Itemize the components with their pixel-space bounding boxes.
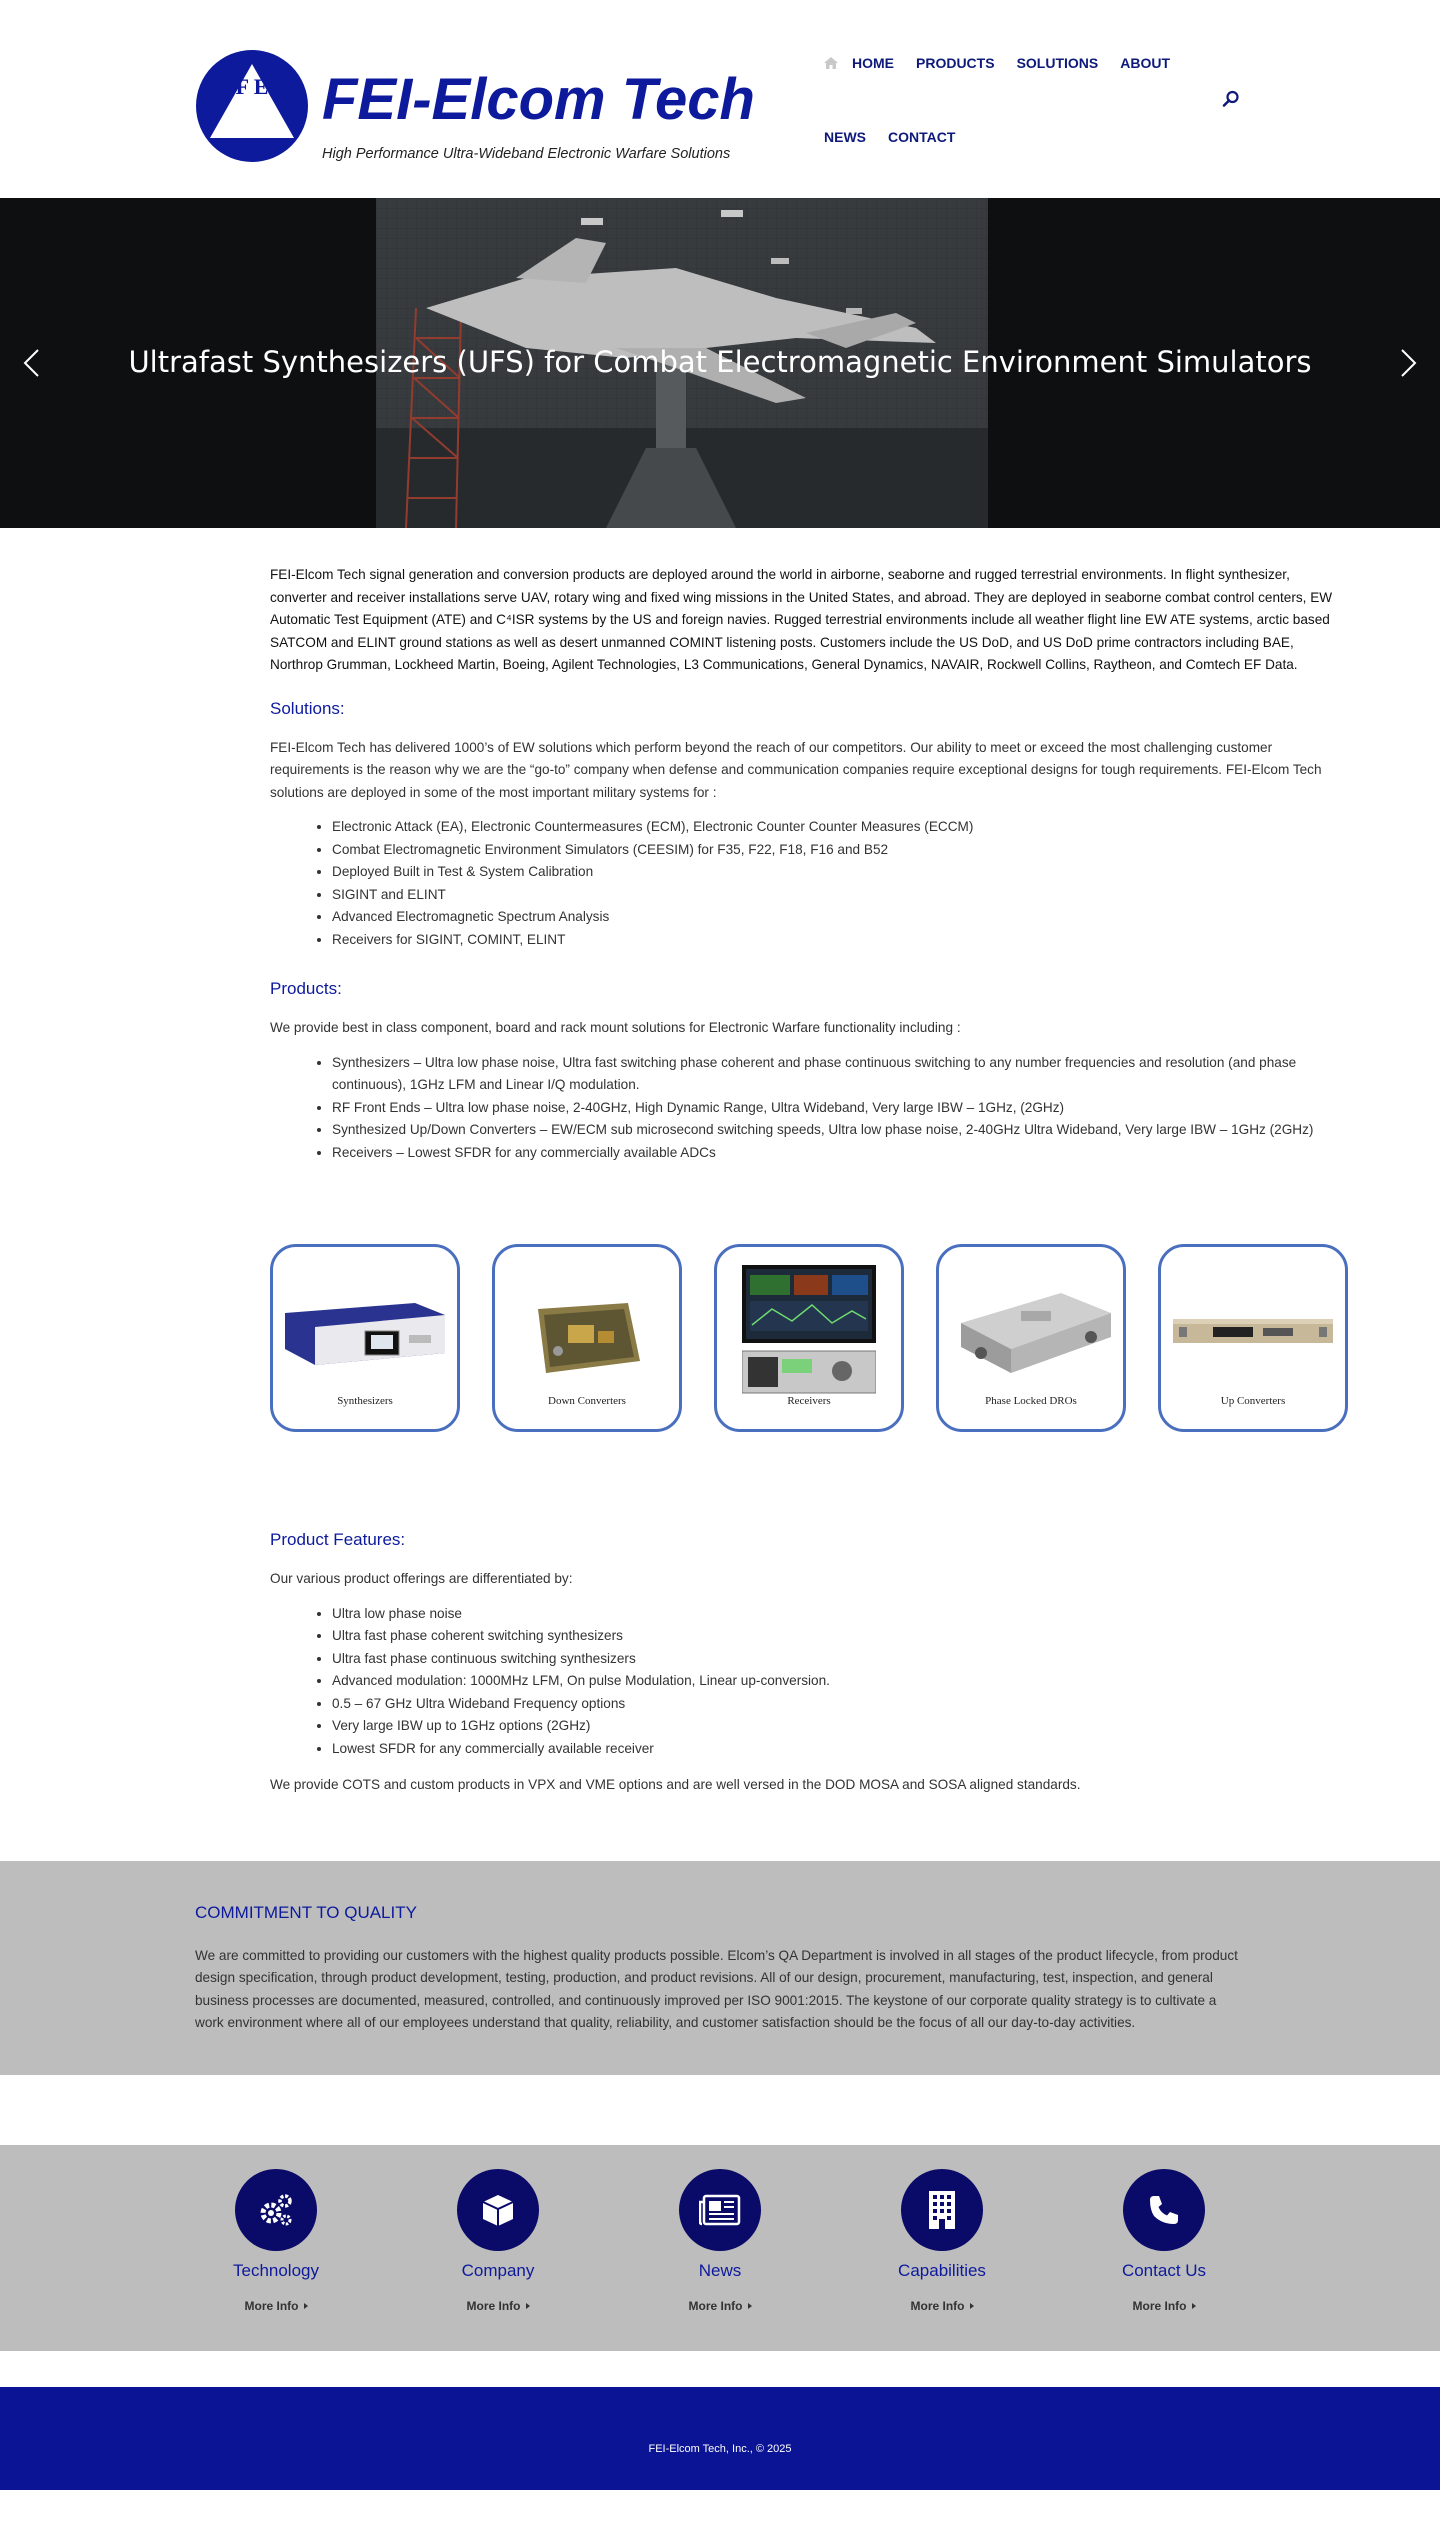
intro-paragraph: FEI-Elcom Tech signal generation and conversion products are deployed around the world in airborne, seaborne and rugged terrestrial environments. In flight synthesizer, converter and receiver installations serve UAV, rotary wing and fixed wing missions in the United States, and abroad. They are deployed in seaborne combat control centers, EW Automatic Test Equipment (ATE) and C⁴ISR systems by the US and foreign navies. Rugged terrestrial environments include all weather flight line EW ATE systems, arctic based SATCOM and ELINT ground stations as well as desert unmanned COMINT listening posts. Customers include the US DoD, and US DoD prime contractors including BAE, Northrop Grumman, Lockheed Martin, Boeing, Agilent Technologies, L3 Communications, General Dynamics, NAVAIR, Rockwell Collins, Raytheon, and Comtech EF Data. — [270, 567, 1333, 672]
caret-right-icon — [1192, 2303, 1196, 2309]
synthesizer-image — [285, 1303, 445, 1370]
more-info-link[interactable]: More Info — [842, 2299, 1042, 2313]
tile-label: Receivers — [787, 1395, 831, 1407]
list-item: • Combat Electromagnetic Environment Simulators (CEESIM) for F35, F22, F18, F16 and B52 — [332, 839, 1350, 862]
nav-row-2 — [824, 126, 1234, 148]
feature-title: Technology — [232, 2260, 319, 2280]
caret-right-icon — [526, 2303, 530, 2309]
feature-card-company — [398, 2169, 598, 2313]
quality-heading: COMMITMENT TO QUALITY — [195, 1902, 417, 1922]
home-icon[interactable] — [824, 57, 838, 69]
logo-letters: F E — [235, 74, 269, 99]
list-item: • Receivers for SIGINT, COMINT, ELINT — [332, 929, 1350, 952]
copyright: FEI-Elcom Tech, Inc., © 2025 — [648, 2442, 792, 2455]
list-item: • Electronic Attack (EA), Electronic Countermeasures (ECM), Electronic Counter Counter Measures (ECCM) — [332, 816, 1350, 839]
receiver-image — [742, 1265, 876, 1400]
logo-tagline: High Performance Ultra-Wideband Electronic Warfare Solutions — [322, 146, 731, 162]
more-info-link[interactable]: More Info — [620, 2299, 820, 2313]
solutions-list — [332, 816, 1350, 951]
feature-title: News — [698, 2260, 742, 2280]
nav-products[interactable]: PRODUCTS — [916, 55, 995, 71]
cube-icon[interactable] — [457, 2169, 539, 2251]
feature-title: Company — [461, 2260, 535, 2280]
list-item: • Synthesized Up/Down Converters – EW/ECM sub microsecond switching speeds, Ultra low phase noise, 2-40GHz Ultra Wideband, Very large IBW – 1GHz (2GHz) — [332, 1119, 1350, 1142]
main-nav — [824, 52, 1234, 148]
list-item: • Deployed Built in Test & System Calibration — [332, 861, 1350, 884]
list-item: • Synthesizers – Ultra low phase noise, Ultra fast switching phase coherent and phase continuous switching to any number frequencies and resolution (and phase continuous), 1GHz LFM and Linear I/Q modulation. — [332, 1052, 1350, 1097]
products-heading: Products: — [270, 979, 342, 998]
product-tiles — [270, 1244, 1350, 1434]
products-body: We provide best in class component, board and rack mount solutions for Electronic Warfare functionality including : — [270, 1020, 961, 1035]
more-info-link[interactable]: More Info — [398, 2299, 598, 2313]
up-converter-image — [1173, 1317, 1333, 1352]
product-features-list — [332, 1603, 1350, 1761]
product-features-heading: Product Features: — [270, 1530, 406, 1549]
tile-label: Synthesizers — [337, 1395, 393, 1407]
list-item: • SIGINT and ELINT — [332, 884, 1350, 907]
caret-right-icon — [748, 2303, 752, 2309]
feature-card-contact — [1064, 2169, 1264, 2313]
tile-receivers[interactable] — [714, 1244, 904, 1432]
quality-body: We are committed to providing our customers with the highest quality products possible. Elcom’s QA Department is involved in all stages of the product lifecycle, from product design specification, through product development, testing, production, and product revisions. All of our design, procurement, manufacturing, test, inspection, and general business processes are documented, measured, controlled, and continuously improved per ISO 9001:2015. The keystone of our corporate quality strategy is to cultivate a work environment where all of our employees understand that quality, reliability, and customer satisfaction should be the focus of all our day-to-day activities. — [195, 1947, 1238, 2030]
quality-section — [0, 1861, 1440, 2075]
more-info-link[interactable]: More Info — [176, 2299, 376, 2313]
tile-up-converters[interactable] — [1158, 1244, 1348, 1432]
list-item: • Advanced modulation: 1000MHz LFM, On pulse Modulation, Linear up-conversion. — [332, 1670, 1350, 1693]
tile-down-converters[interactable] — [492, 1244, 682, 1432]
down-converter-image — [528, 1301, 646, 1380]
main-content — [90, 564, 1350, 1797]
nav-row-1 — [824, 52, 1234, 74]
list-item: • Ultra fast phase coherent switching synthesizers — [332, 1625, 1350, 1648]
product-features-body: Our various product offerings are differentiated by: — [270, 1571, 573, 1586]
logo-name: FEI-Elcom Tech — [322, 67, 755, 132]
dro-image — [951, 1293, 1111, 1384]
tile-phase-locked-dros[interactable] — [936, 1244, 1126, 1432]
list-item: • Advanced Electromagnetic Spectrum Analysis — [332, 906, 1350, 929]
gears-icon[interactable] — [235, 2169, 317, 2251]
newspaper-icon[interactable] — [679, 2169, 761, 2251]
list-item: • Lowest SFDR for any commercially available receiver — [332, 1738, 1350, 1761]
list-item: • Very large IBW up to 1GHz options (2GHz) — [332, 1715, 1350, 1738]
products-list — [332, 1052, 1350, 1165]
feature-cards — [0, 2145, 1440, 2351]
list-item: • 0.5 – 67 GHz Ultra Wideband Frequency options — [332, 1693, 1350, 1716]
feature-card-technology — [176, 2169, 376, 2313]
hero-slider — [0, 198, 1440, 528]
nav-solutions[interactable]: SOLUTIONS — [1016, 55, 1099, 71]
phone-icon[interactable] — [1123, 2169, 1205, 2251]
logo-emblem — [196, 50, 308, 162]
site-header — [0, 0, 1440, 198]
product-features-closing: We provide COTS and custom products in VPX and VME options and are well versed in the DOD MOSA and SOSA aligned standards. — [270, 1777, 1081, 1792]
logo[interactable] — [196, 50, 766, 165]
caret-right-icon — [304, 2303, 308, 2309]
solutions-heading: Solutions: — [270, 698, 345, 718]
nav-contact[interactable]: CONTACT — [888, 129, 956, 145]
list-item: • RF Front Ends – Ultra low phase noise, 2-40GHz, High Dynamic Range, Ultra Wideband, Very large IBW – 1GHz, (2GHz) — [332, 1097, 1350, 1120]
nav-news[interactable]: NEWS — [824, 129, 866, 145]
site-footer — [0, 2387, 1440, 2490]
nav-home[interactable]: HOME — [852, 55, 894, 71]
tile-label: Phase Locked DROs — [985, 1395, 1077, 1407]
list-item: • Receivers – Lowest SFDR for any commercially available ADCs — [332, 1142, 1350, 1165]
slider-next-icon[interactable] — [1394, 348, 1422, 378]
more-info-link[interactable]: More Info — [1064, 2299, 1264, 2313]
feature-card-news — [620, 2169, 820, 2313]
list-item: • Ultra fast phase continuous switching synthesizers — [332, 1648, 1350, 1671]
hero-title: Ultrafast Synthesizers (UFS) for Combat Electromagnetic Environment Simulators — [128, 345, 1312, 379]
list-item: • Ultra low phase noise — [332, 1603, 1350, 1626]
caret-right-icon — [970, 2303, 974, 2309]
feature-card-capabilities — [842, 2169, 1042, 2313]
feature-title: Contact Us — [1121, 2260, 1207, 2280]
tile-synthesizers[interactable] — [270, 1244, 460, 1432]
tile-label: Up Converters — [1220, 1395, 1286, 1407]
search-icon[interactable] — [1222, 90, 1240, 108]
building-icon[interactable] — [901, 2169, 983, 2251]
tile-label: Down Converters — [548, 1395, 626, 1407]
solutions-body: FEI-Elcom Tech has delivered 1000’s of EW solutions which perform beyond the reach of our competitors. Our ability to meet or exceed the most challenging customer requirements is the reason why we are the “go-to” company when defense and communication companies require exceptional designs for tough requirements. FEI-Elcom Tech solutions are deployed in some of the most important military systems for : — [270, 739, 1322, 800]
nav-about[interactable]: ABOUT — [1120, 55, 1171, 71]
feature-title: Capabilities — [898, 2260, 986, 2280]
